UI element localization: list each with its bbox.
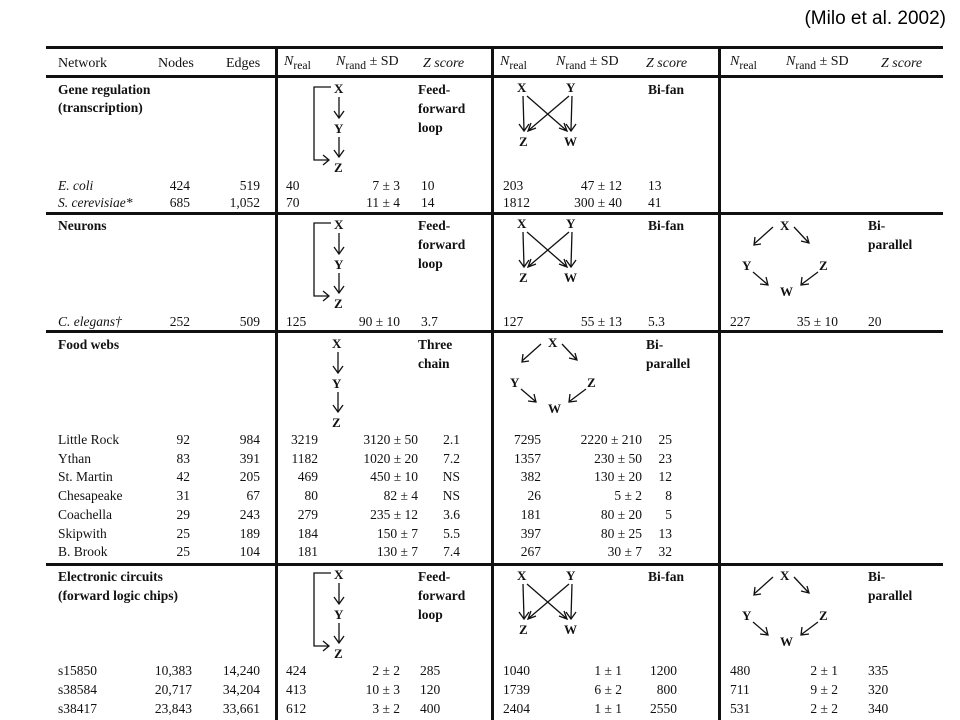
header-edges: Edges bbox=[226, 56, 261, 71]
network-name: Skipwith bbox=[58, 525, 107, 541]
motif-name-gene-1c: loop bbox=[418, 120, 443, 135]
nrand-value: 9 ± 2 bbox=[810, 682, 838, 697]
z-value: 1200 bbox=[650, 663, 677, 678]
motif-name-circuits-3a: Bi- bbox=[868, 569, 886, 584]
edges-value: 984 bbox=[239, 432, 260, 447]
z-value: 120 bbox=[420, 682, 441, 697]
z-value: 5.3 bbox=[648, 314, 665, 329]
node-x-label: X bbox=[332, 336, 342, 351]
z-value: 7.4 bbox=[443, 544, 460, 560]
motif-name-neurons-1a: Feed- bbox=[418, 218, 451, 233]
nreal-value: 1357 bbox=[514, 450, 541, 466]
citation: (Milo et al. 2002) bbox=[804, 8, 946, 29]
section-rule-neurons bbox=[46, 212, 943, 215]
node-z-label: Z bbox=[519, 134, 528, 149]
nrand-value: 2 ± 2 bbox=[372, 663, 400, 678]
nodes-value: 29 bbox=[176, 506, 190, 522]
edges-value: 14,240 bbox=[222, 663, 260, 678]
edges-value: 243 bbox=[239, 506, 260, 522]
nreal-value: 480 bbox=[730, 663, 751, 678]
network-name: s38417 bbox=[58, 701, 98, 716]
nreal-value: 80 bbox=[304, 488, 318, 504]
header-z-1: Z score bbox=[423, 56, 465, 71]
nrand-value: 235 ± 12 bbox=[370, 506, 418, 522]
motif-name-neurons-3b: parallel bbox=[868, 237, 913, 252]
node-z-label: Z bbox=[819, 258, 828, 273]
nrand-value: 230 ± 50 bbox=[594, 450, 642, 466]
nrand-value: 150 ± 7 bbox=[376, 525, 418, 541]
motif-name-gene-1b: forward bbox=[418, 101, 466, 116]
nrand-value: 130 ± 7 bbox=[376, 544, 418, 560]
nrand-value: 450 ± 10 bbox=[370, 469, 418, 485]
motif-name-circuits-2: Bi-fan bbox=[648, 569, 685, 584]
motif-name-circuits-1b: forward bbox=[418, 588, 466, 603]
node-y-label: Y bbox=[334, 607, 344, 622]
network-name: Coachella bbox=[58, 506, 112, 522]
three-chain-diagram bbox=[322, 335, 362, 430]
nrand-value: 80 ± 25 bbox=[600, 525, 642, 541]
section-subtitle-circuits: (forward logic chips) bbox=[58, 588, 178, 603]
edges-value: 34,204 bbox=[222, 682, 260, 697]
z-value: 14 bbox=[421, 195, 435, 210]
nreal-value: 267 bbox=[520, 544, 541, 560]
node-w-label: W bbox=[780, 284, 793, 299]
nrand-value: 130 ± 20 bbox=[594, 469, 642, 485]
node-y-label: Y bbox=[510, 375, 520, 390]
nodes-value: 252 bbox=[169, 314, 190, 329]
edges-value: 519 bbox=[239, 178, 260, 193]
bi-parallel-diagram bbox=[736, 568, 836, 650]
z-value: 3.6 bbox=[443, 506, 460, 522]
motif-name-circuits-1a: Feed- bbox=[418, 569, 451, 584]
nodes-value: 42 bbox=[176, 469, 190, 485]
nreal-value: 1182 bbox=[291, 450, 318, 466]
node-y-label: Y bbox=[332, 376, 342, 391]
col-divider-1 bbox=[275, 46, 278, 720]
nreal-value: 469 bbox=[297, 469, 318, 485]
edges-value: 391 bbox=[239, 450, 260, 466]
col-divider-2 bbox=[491, 46, 494, 720]
header-nreal-1: $N_{real}$ bbox=[284, 54, 311, 72]
nreal-value: 203 bbox=[503, 178, 524, 193]
z-value: 400 bbox=[420, 701, 441, 716]
header-nrand-2: $N_{rand}$ ± SD bbox=[556, 54, 619, 72]
z-value: 2550 bbox=[650, 701, 677, 716]
node-z-label: Z bbox=[334, 646, 343, 661]
nreal-value: 1040 bbox=[503, 663, 530, 678]
node-x-label: X bbox=[548, 335, 558, 350]
node-y-label: Y bbox=[566, 80, 576, 95]
section-title-circuits: Electronic circuits bbox=[58, 569, 163, 584]
section-title-food: Food webs bbox=[58, 337, 120, 352]
nodes-value: 685 bbox=[169, 195, 190, 210]
edges-value: 67 bbox=[246, 488, 260, 504]
nrand-value: 1 ± 1 bbox=[594, 701, 622, 716]
nrand-value: 7 ± 3 bbox=[372, 178, 400, 193]
nreal-value: 413 bbox=[286, 682, 307, 697]
edges-value: 509 bbox=[239, 314, 260, 329]
node-w-label: W bbox=[564, 134, 577, 149]
nrand-value: 30 ± 7 bbox=[607, 544, 642, 560]
node-z-label: Z bbox=[332, 415, 341, 430]
nreal-value: 181 bbox=[520, 506, 541, 522]
node-z-label: Z bbox=[587, 375, 596, 390]
motif-name-circuits-1c: loop bbox=[418, 607, 443, 622]
nodes-value: 83 bbox=[176, 450, 190, 466]
motif-name-gene-2: Bi-fan bbox=[648, 82, 685, 97]
edges-value: 33,661 bbox=[222, 701, 260, 716]
z-value: 800 bbox=[656, 682, 677, 697]
header-nrand-3: $N_{rand}$ ± SD bbox=[786, 54, 849, 72]
z-value: 335 bbox=[868, 663, 889, 678]
nodes-value: 31 bbox=[176, 488, 190, 504]
node-z-label: Z bbox=[519, 622, 528, 637]
nrand-value: 11 ± 4 bbox=[366, 195, 400, 210]
network-name: S. cerevisiae* bbox=[58, 195, 133, 210]
nrand-value: 3120 ± 50 bbox=[363, 432, 418, 447]
nreal-value: 711 bbox=[730, 682, 750, 697]
z-value: 320 bbox=[868, 682, 889, 697]
nrand-value: 1 ± 1 bbox=[594, 663, 622, 678]
nreal-value: 612 bbox=[286, 701, 307, 716]
z-value: 12 bbox=[658, 469, 672, 485]
edges-value: 1,052 bbox=[229, 195, 260, 210]
z-value: 20 bbox=[868, 314, 882, 329]
header-network: Network bbox=[58, 56, 107, 71]
nodes-value: 92 bbox=[176, 432, 190, 447]
motif-name-food-1b: chain bbox=[418, 356, 450, 371]
bi-fan-diagram bbox=[511, 80, 591, 150]
node-w-label: W bbox=[564, 270, 577, 285]
z-value: 23 bbox=[658, 450, 672, 466]
nodes-value: 20,717 bbox=[154, 682, 192, 697]
nrand-value: 10 ± 3 bbox=[365, 682, 400, 697]
header-nrand-1: $N_{rand}$ ± SD bbox=[336, 54, 399, 72]
node-y-label: Y bbox=[334, 121, 344, 136]
z-value: 25 bbox=[658, 432, 672, 447]
node-y-label: Y bbox=[334, 257, 344, 272]
nreal-value: 181 bbox=[297, 544, 318, 560]
nreal-value: 1812 bbox=[503, 195, 530, 210]
nodes-value: 10,383 bbox=[154, 663, 192, 678]
bi-parallel-diagram bbox=[736, 218, 836, 300]
section-title-neurons: Neurons bbox=[58, 218, 107, 233]
nodes-value: 25 bbox=[176, 544, 190, 560]
network-name: C. elegans† bbox=[58, 314, 122, 329]
network-name: Little Rock bbox=[58, 432, 120, 447]
nrand-value: 2220 ± 210 bbox=[580, 432, 642, 447]
section-rule-food bbox=[46, 330, 943, 333]
node-z-label: Z bbox=[519, 270, 528, 285]
z-value: 5.5 bbox=[443, 525, 460, 541]
motif-name-food-1a: Three bbox=[418, 337, 453, 352]
nreal-value: 2404 bbox=[503, 701, 530, 716]
node-y-label: Y bbox=[742, 608, 752, 623]
node-w-label: W bbox=[780, 634, 793, 649]
node-y-label: Y bbox=[742, 258, 752, 273]
nrand-value: 5 ± 2 bbox=[614, 488, 642, 504]
nrand-value: 80 ± 20 bbox=[600, 506, 642, 522]
nreal-value: 184 bbox=[297, 525, 318, 541]
nrand-value: 82 ± 4 bbox=[383, 488, 418, 504]
motif-name-neurons-1b: forward bbox=[418, 237, 466, 252]
section-subtitle-gene: (transcription) bbox=[58, 100, 143, 115]
node-z-label: Z bbox=[334, 160, 343, 175]
nreal-value: 424 bbox=[286, 663, 307, 678]
node-x-label: X bbox=[334, 217, 344, 232]
nrand-value: 47 ± 12 bbox=[580, 178, 622, 193]
nreal-value: 227 bbox=[730, 314, 751, 329]
motif-name-neurons-3a: Bi- bbox=[868, 218, 886, 233]
motif-table bbox=[46, 46, 943, 720]
z-value: 10 bbox=[421, 178, 435, 193]
header-z-3: Z score bbox=[881, 56, 923, 71]
edges-value: 205 bbox=[239, 469, 260, 485]
z-value: NS bbox=[442, 488, 460, 504]
nrand-value: 35 ± 10 bbox=[796, 314, 838, 329]
nreal-value: 397 bbox=[520, 525, 541, 541]
z-value: 285 bbox=[420, 663, 441, 678]
network-name: s15850 bbox=[58, 663, 98, 678]
nrand-value: 3 ± 2 bbox=[372, 701, 400, 716]
network-name: Ythan bbox=[58, 450, 91, 466]
top-rule bbox=[46, 46, 943, 49]
bi-parallel-diagram bbox=[504, 335, 604, 417]
section-title-gene: Gene regulation bbox=[58, 82, 151, 97]
nreal-value: 382 bbox=[520, 469, 541, 485]
nodes-value: 23,843 bbox=[154, 701, 192, 716]
edges-value: 104 bbox=[239, 544, 260, 560]
network-name: B. Brook bbox=[58, 544, 108, 560]
node-x-label: X bbox=[517, 568, 527, 583]
nrand-value: 55 ± 13 bbox=[580, 314, 622, 329]
nrand-value: 90 ± 10 bbox=[358, 314, 400, 329]
nrand-value: 2 ± 1 bbox=[810, 663, 838, 678]
nreal-value: 531 bbox=[730, 701, 751, 716]
node-w-label: W bbox=[564, 622, 577, 637]
z-value: 2.1 bbox=[443, 432, 460, 447]
nreal-value: 40 bbox=[286, 178, 300, 193]
node-z-label: Z bbox=[819, 608, 828, 623]
nreal-value: 125 bbox=[286, 314, 307, 329]
z-value: 13 bbox=[648, 178, 662, 193]
node-x-label: X bbox=[517, 216, 527, 231]
node-x-label: X bbox=[517, 80, 527, 95]
feed-forward-loop-diagram bbox=[301, 216, 361, 311]
nreal-value: 7295 bbox=[514, 432, 541, 447]
network-name: Chesapeake bbox=[58, 488, 123, 504]
header-z-2: Z score bbox=[646, 56, 688, 71]
bi-fan-diagram bbox=[511, 568, 591, 638]
nrand-value: 300 ± 40 bbox=[574, 195, 622, 210]
motif-name-gene-1a: Feed- bbox=[418, 82, 451, 97]
motif-name-neurons-1c: loop bbox=[418, 256, 443, 271]
node-y-label: Y bbox=[566, 568, 576, 583]
header-nreal-2: $N_{real}$ bbox=[500, 54, 527, 72]
edges-value: 189 bbox=[239, 525, 260, 541]
motif-name-circuits-3b: parallel bbox=[868, 588, 913, 603]
z-value: 3.7 bbox=[421, 314, 438, 329]
node-x-label: X bbox=[334, 81, 344, 96]
node-x-label: X bbox=[780, 218, 790, 233]
network-name: s38584 bbox=[58, 682, 98, 697]
motif-name-neurons-2: Bi-fan bbox=[648, 218, 685, 233]
node-w-label: W bbox=[548, 401, 561, 416]
motif-name-food-2a: Bi- bbox=[646, 337, 664, 352]
section-rule-circuits bbox=[46, 563, 943, 566]
z-value: 8 bbox=[665, 488, 672, 504]
nreal-value: 1739 bbox=[503, 682, 530, 697]
z-value: 13 bbox=[658, 525, 672, 541]
network-name: E. coli bbox=[58, 178, 94, 193]
header-nodes: Nodes bbox=[158, 56, 194, 71]
z-value: 7.2 bbox=[443, 450, 460, 466]
node-y-label: Y bbox=[566, 216, 576, 231]
nodes-value: 424 bbox=[169, 178, 190, 193]
nreal-value: 127 bbox=[503, 314, 524, 329]
bi-fan-diagram bbox=[511, 216, 591, 286]
node-z-label: Z bbox=[334, 296, 343, 311]
nodes-value: 25 bbox=[176, 525, 190, 541]
nreal-value: 279 bbox=[297, 506, 318, 522]
nrand-value: 1020 ± 20 bbox=[363, 450, 418, 466]
header-rule bbox=[46, 75, 943, 78]
node-x-label: X bbox=[780, 568, 790, 583]
z-value: NS bbox=[442, 469, 460, 485]
z-value: 340 bbox=[868, 701, 889, 716]
z-value: 32 bbox=[658, 544, 672, 560]
motif-name-food-2b: parallel bbox=[646, 356, 691, 371]
nreal-value: 3219 bbox=[291, 432, 318, 447]
feed-forward-loop-diagram bbox=[301, 566, 361, 661]
nreal-value: 26 bbox=[527, 488, 541, 504]
z-value: 5 bbox=[665, 506, 672, 522]
nreal-value: 70 bbox=[286, 195, 300, 210]
nrand-value: 6 ± 2 bbox=[594, 682, 622, 697]
col-divider-3 bbox=[718, 46, 721, 720]
feed-forward-loop-diagram bbox=[301, 80, 361, 175]
node-x-label: X bbox=[334, 567, 344, 582]
network-name: St. Martin bbox=[58, 469, 113, 485]
nrand-value: 2 ± 2 bbox=[810, 701, 838, 716]
z-value: 41 bbox=[648, 195, 662, 210]
header-nreal-3: $N_{real}$ bbox=[730, 54, 757, 72]
